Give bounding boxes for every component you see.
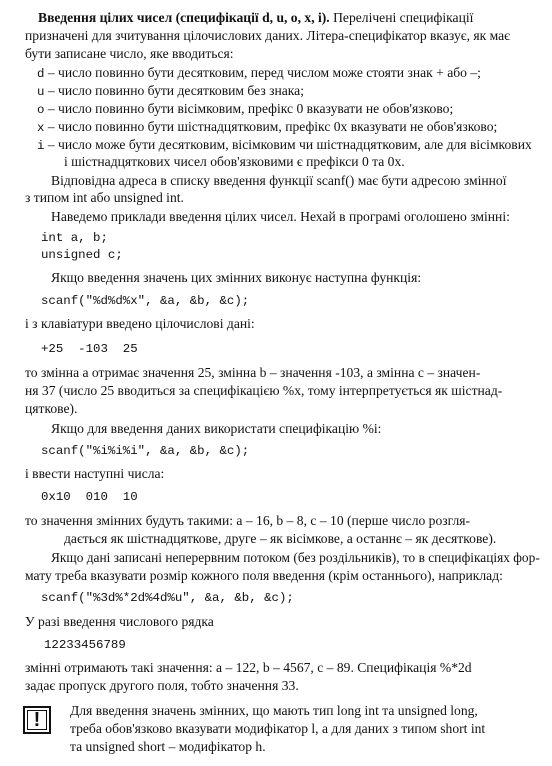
intro-line-1-rest: Перелічені специфікації <box>333 10 474 25</box>
example-3-intro-1: Якщо дані записані неперервним потоком (без роздільників), то в специфікаціях фор- <box>51 550 540 565</box>
spec-item-i: i – число може бути десятковим, вісімковим чи шістнадцятковим, але для вісімкових <box>37 137 532 153</box>
example-3-intro-2: мату треба вказувати розмір кожного поля введення (крім останнього), наприклад: <box>25 568 503 583</box>
example-1-result-2: ня 37 (число 25 вводиться за специфікацією %x, тому інтерпретується як шістнад- <box>25 383 503 398</box>
intro-line-2: призначені для зчитування цілочислових даних. Літера-специфікатор вказує, як має <box>25 28 511 43</box>
spec-item-d: d – число повинно бути десятковим, перед числом може стояти знак + або –; <box>37 65 481 81</box>
note-line-3: та unsigned short – модифікатор h. <box>70 739 266 754</box>
example-3-input: 12233456789 <box>44 638 126 652</box>
example-3-result-1: змінні отримають такі значення: a – 122, b – 4567, c – 89. Специфікація %*2d <box>25 660 472 675</box>
spec-item-u: u – число повинно бути десятковим без знака; <box>37 83 304 99</box>
scanf-note-line-2: з типом int або unsigned int. <box>25 190 184 205</box>
intro-line-1 <box>38 9 473 26</box>
spec-item-o: o – число повинно бути вісімковим, префікс 0 вказувати не обов'язково; <box>37 101 454 117</box>
example-3-input-intro: У разі введення числового рядка <box>25 614 214 629</box>
example-1-result-1: то змінна a отримає значення 25, змінна b – значення -103, а змінна c – значен- <box>25 365 481 380</box>
example-3-result-2: задає пропуск другого поля, тобто значення 33. <box>25 678 299 693</box>
scanf-note-line-1: Відповідна адреса в списку введення функції scanf() має бути адресою змінної <box>51 173 507 188</box>
section-heading: Введення цілих чисел (специфікації d, u, o, x, i). <box>38 10 330 25</box>
example-2-intro: Якщо для введення даних використати специфікацію %i: <box>51 421 382 436</box>
example-2-input-intro: і ввести наступні числа: <box>25 466 165 481</box>
example-1-input-intro: і з клавіатури введено цілочислові дані: <box>25 316 255 331</box>
example-2-input: 0x10 010 10 <box>41 490 138 504</box>
example-intro: Наведемо приклади введення цілих чисел. Нехай в програмі оголошено змінні: <box>51 209 510 224</box>
example-1-result-3: цяткове). <box>25 401 78 416</box>
note-line-1: Для введення значень змінних, що мають тип long int та unsigned long, <box>70 703 478 718</box>
example-1-code: scanf("%d%d%x", &a, &b, &c); <box>41 294 250 308</box>
note-line-2: треба обов'язково вказувати модифікатор l, а для даних з типом short int <box>70 721 486 736</box>
declaration-line-1: int a, b; <box>41 231 108 245</box>
example-2-result-2: дається як шістнадцяткове, друге – як вісімкове, а останнє – як десяткове). <box>64 531 497 546</box>
example-1-input: +25 -103 25 <box>41 342 138 356</box>
example-2-result-1: то значення змінних будуть такими: a – 16, b – 8, c – 10 (перше число розгля- <box>25 513 471 528</box>
example-3-code: scanf("%3d%*2d%4d%u", &a, &b, &c); <box>41 591 294 605</box>
declaration-line-2: unsigned c; <box>41 248 123 262</box>
example-2-code: scanf("%i%i%i", &a, &b, &c); <box>41 444 250 458</box>
spec-item-i-continued: і шістнадцяткових чисел обов'язковими є префікси 0 та 0x. <box>64 154 405 169</box>
exclamation-icon: ! <box>23 706 51 734</box>
intro-line-3: бути записане число, яке вводиться: <box>25 46 234 61</box>
example-1-intro: Якщо введення значень цих змінних виконує наступна функція: <box>51 270 422 285</box>
spec-item-x: x – число повинно бути шістнадцятковим, префікс 0x вказувати не обов'язково; <box>37 119 498 135</box>
